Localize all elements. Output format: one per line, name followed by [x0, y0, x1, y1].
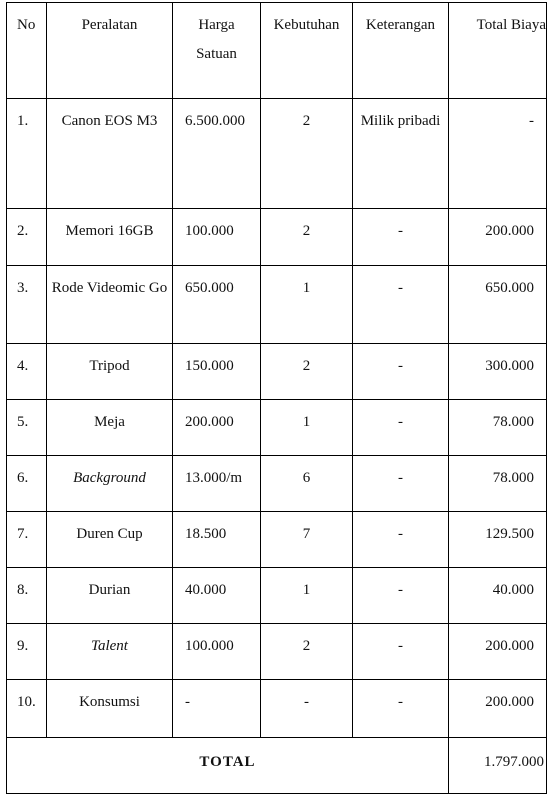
cell-kebutuhan: 2	[261, 209, 353, 266]
header-keterangan: Keterangan	[353, 3, 449, 99]
total-value: 1.797.000	[449, 738, 547, 794]
table-row	[7, 456, 547, 512]
cell-keterangan: -	[353, 680, 449, 738]
cell-harga-satuan: 100.000	[173, 624, 261, 680]
cell-no: 10.	[7, 680, 47, 738]
cell-kebutuhan: -	[261, 680, 353, 738]
cell-keterangan: -	[353, 266, 449, 344]
table-row	[7, 512, 547, 568]
cell-harga-satuan: 13.000/m	[173, 456, 261, 512]
total-label: TOTAL	[7, 738, 449, 794]
cell-harga-satuan: 6.500.000	[173, 99, 261, 209]
cell-total-biaya: -	[449, 99, 547, 209]
cell-no: 8.	[7, 568, 47, 624]
cost-table-wrapper	[6, 2, 546, 794]
cell-peralatan: Background	[47, 456, 173, 512]
cell-keterangan: -	[353, 456, 449, 512]
cell-harga-satuan: 200.000	[173, 400, 261, 456]
cell-peralatan: Tripod	[47, 344, 173, 400]
cell-kebutuhan: 7	[261, 512, 353, 568]
cell-kebutuhan: 2	[261, 624, 353, 680]
header-harga-satuan: Harga Satuan	[173, 3, 261, 99]
table-row	[7, 624, 547, 680]
cell-total-biaya: 300.000	[449, 344, 547, 400]
cell-harga-satuan: 40.000	[173, 568, 261, 624]
cell-harga-satuan: 150.000	[173, 344, 261, 400]
cell-peralatan: Rode Videomic Go	[47, 266, 173, 344]
cell-no: 5.	[7, 400, 47, 456]
header-peralatan: Peralatan	[47, 3, 173, 99]
header-no: No	[7, 3, 47, 99]
cell-kebutuhan: 2	[261, 344, 353, 400]
cell-peralatan: Durian	[47, 568, 173, 624]
cell-peralatan: Canon EOS M3	[47, 99, 173, 209]
cell-kebutuhan: 1	[261, 400, 353, 456]
cell-total-biaya: 78.000	[449, 456, 547, 512]
cell-no: 1.	[7, 99, 47, 209]
cell-no: 3.	[7, 266, 47, 344]
cell-keterangan: -	[353, 624, 449, 680]
cell-total-biaya: 200.000	[449, 680, 547, 738]
cell-keterangan: -	[353, 344, 449, 400]
cell-peralatan: Konsumsi	[47, 680, 173, 738]
cell-no: 2.	[7, 209, 47, 266]
cell-total-biaya: 200.000	[449, 624, 547, 680]
cell-no: 4.	[7, 344, 47, 400]
cell-total-biaya: 650.000	[449, 266, 547, 344]
equipment-cost-table	[6, 2, 547, 794]
cell-harga-satuan: 650.000	[173, 266, 261, 344]
cell-kebutuhan: 6	[261, 456, 353, 512]
cell-peralatan: Memori 16GB	[47, 209, 173, 266]
cell-kebutuhan: 1	[261, 568, 353, 624]
cell-keterangan: -	[353, 209, 449, 266]
header-kebutuhan: Kebutuhan	[261, 3, 353, 99]
cell-harga-satuan: -	[173, 680, 261, 738]
table-row	[7, 344, 547, 400]
header-total-biaya: Total Biaya	[449, 3, 547, 99]
cell-no: 9.	[7, 624, 47, 680]
cell-harga-satuan: 100.000	[173, 209, 261, 266]
cell-keterangan: Milik pribadi	[353, 99, 449, 209]
table-body	[7, 99, 547, 738]
cell-total-biaya: 200.000	[449, 209, 547, 266]
cell-peralatan: Duren Cup	[47, 512, 173, 568]
cell-harga-satuan: 18.500	[173, 512, 261, 568]
cell-kebutuhan: 2	[261, 99, 353, 209]
table-row	[7, 209, 547, 266]
cell-kebutuhan: 1	[261, 266, 353, 344]
table-row	[7, 400, 547, 456]
cell-total-biaya: 129.500	[449, 512, 547, 568]
cell-peralatan: Meja	[47, 400, 173, 456]
cell-keterangan: -	[353, 568, 449, 624]
table-row	[7, 266, 547, 344]
cell-peralatan: Talent	[47, 624, 173, 680]
cell-no: 6.	[7, 456, 47, 512]
cell-total-biaya: 40.000	[449, 568, 547, 624]
cell-total-biaya: 78.000	[449, 400, 547, 456]
table-row	[7, 99, 547, 209]
cell-keterangan: -	[353, 400, 449, 456]
table-row	[7, 680, 547, 738]
table-row	[7, 568, 547, 624]
total-row	[7, 738, 547, 794]
cell-keterangan: -	[353, 512, 449, 568]
header-row	[7, 3, 547, 99]
cell-no: 7.	[7, 512, 47, 568]
